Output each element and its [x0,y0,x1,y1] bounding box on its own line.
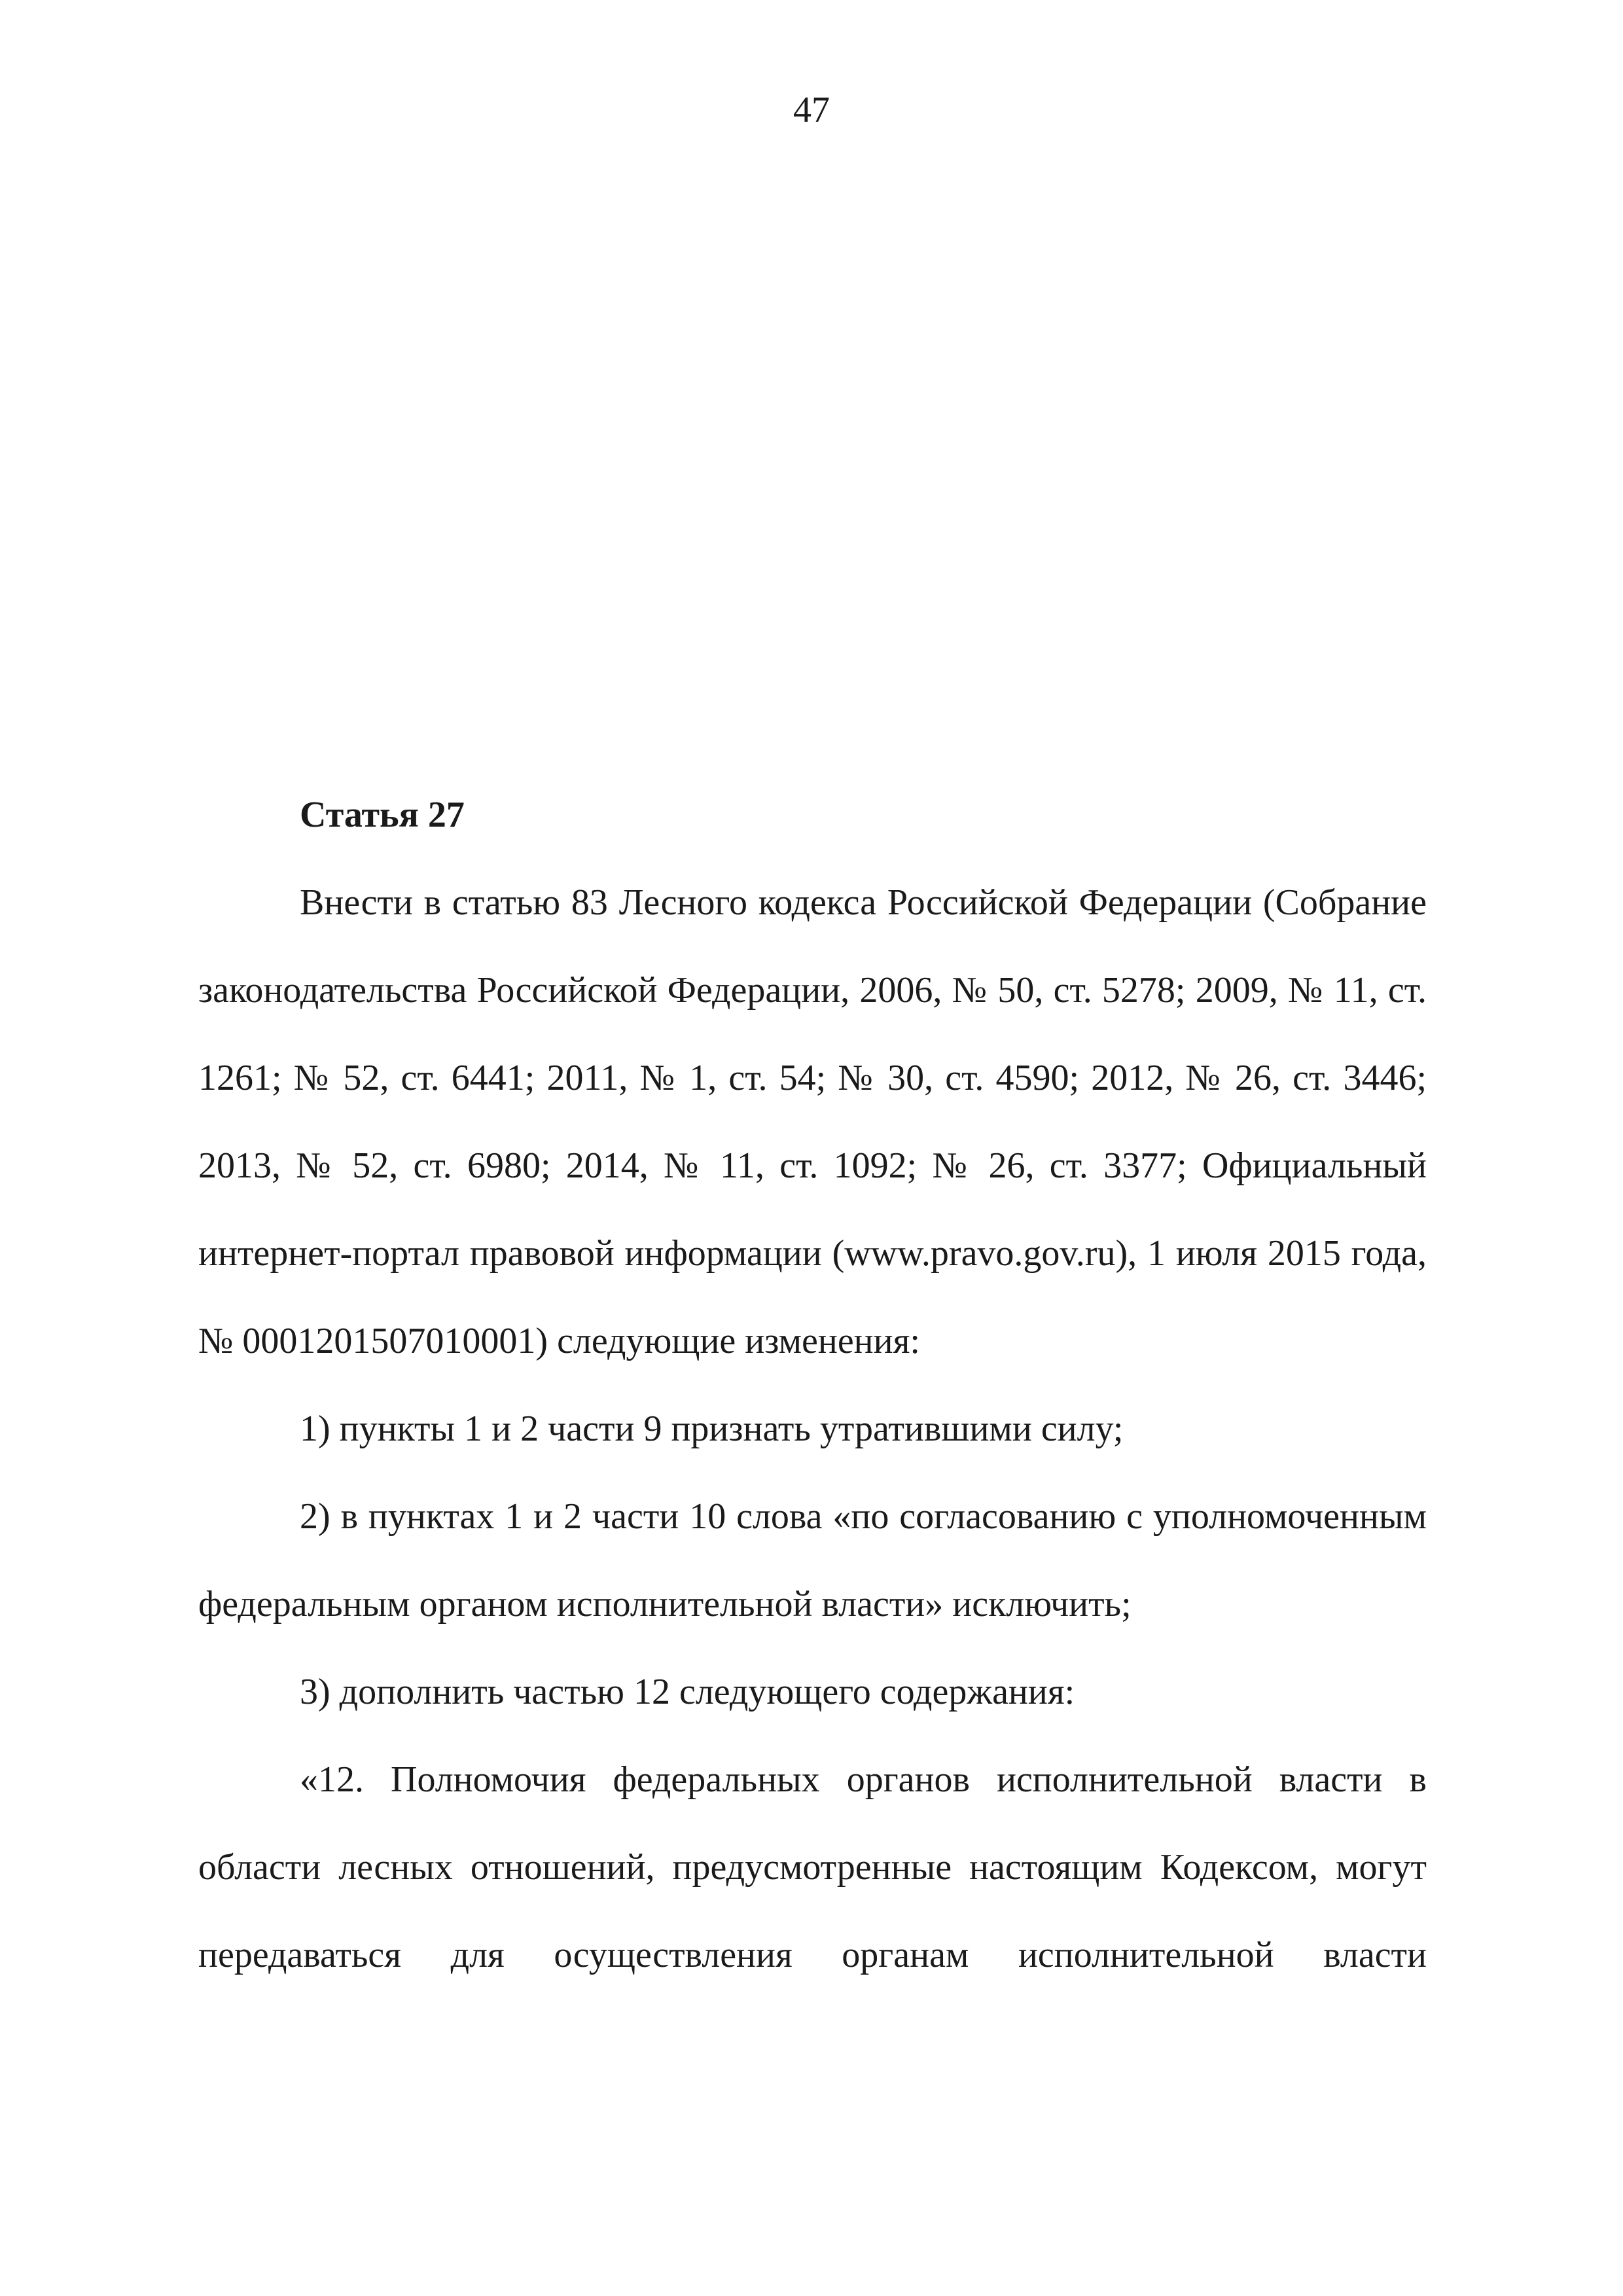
list-item-1: 1) пункты 1 и 2 части 9 признать утратившими силу; [300,1408,1124,1449]
quoted-paragraph: «12. Полномочия федеральных органов исполнительной власти в области лесных отношений, предусмотренные настоящим Кодексом, могут передаваться для осуществления органам исполнительной власти [198,1759,1427,1975]
article-title: Статья 27 [300,795,465,835]
article-intro-paragraph: Внести в статью 83 Лесного кодекса Российской Федерации (Собрание законодательства Российской Федерации, 2006, № 50, ст. 5278; 2009, № 11, ст. 1261; № 52, ст. 6441; 2011, № 1, ст. 54; № 30, ст. 4590; 2012, № 26, ст. 3446; 2013, № 52, ст. 6980; 2014, № 11, ст. 1092; № 26, ст. 3377; Официальный интернет-портал правовой информации (www.pravo.gov.ru), 1 июля 2015 года, № 0001201507010001) следующие изменения: [198,882,1427,1361]
page-number: 47 [793,90,830,130]
document-body [198,771,1427,1999]
list-item-3: 3) дополнить частью 12 следующего содержания: [300,1672,1075,1712]
list-item-2: 2) в пунктах 1 и 2 части 10 слова «по согласованию с уполномоченным федеральным органом исполнительной власти» исключить; [198,1496,1427,1624]
